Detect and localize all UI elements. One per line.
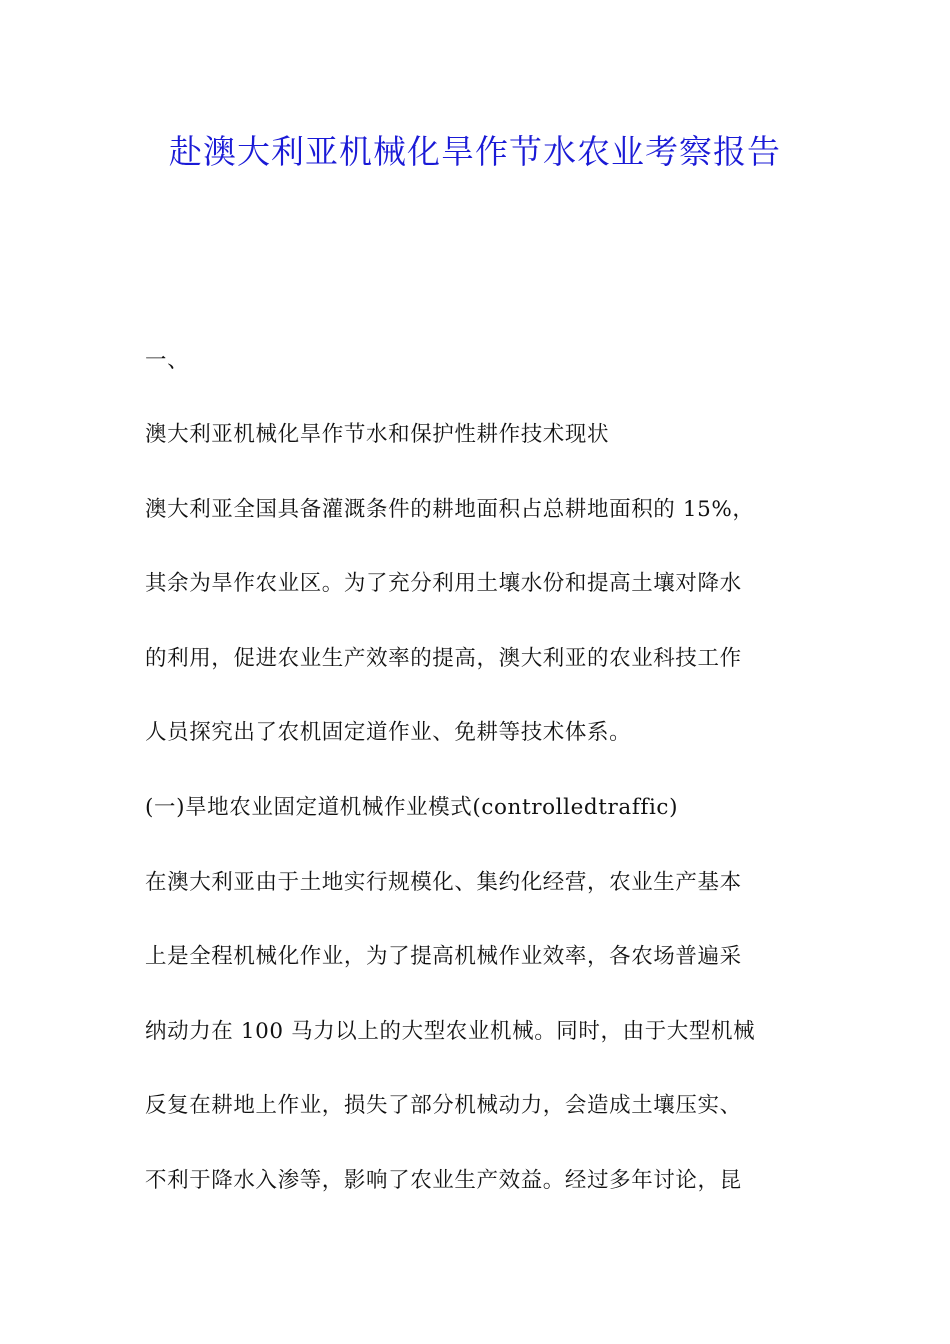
paragraph-line: 不利于降水入渗等，影响了农业生产效益。经过多年讨论，昆 bbox=[145, 1168, 742, 1193]
paragraph-line: 澳大利亚全国具备灌溉条件的耕地面积占总耕地面积的 15%， bbox=[145, 497, 755, 522]
section-heading: 澳大利亚机械化旱作节水和保护性耕作技术现状 bbox=[145, 422, 610, 447]
subsection-heading: (一)旱地农业固定道机械作业模式(controlledtraffic) bbox=[145, 795, 679, 820]
paragraph-line: 上是全程机械化作业，为了提高机械作业效率，各农场普遍采 bbox=[145, 944, 742, 969]
paragraph-line: 纳动力在 100 马力以上的大型农业机械。同时，由于大型机械 bbox=[145, 1019, 756, 1044]
paragraph-line: 人员探究出了农机固定道作业、免耕等技术体系。 bbox=[145, 720, 632, 745]
section-number: 一、 bbox=[145, 348, 190, 373]
paragraph-line: 反复在耕地上作业，损失了部分机械动力，会造成土壤压实、 bbox=[145, 1093, 742, 1118]
paragraph-line: 在澳大利亚由于土地实行规模化、集约化经营，农业生产基本 bbox=[145, 870, 742, 895]
document-title: 赴澳大利亚机械化旱作节水农业考察报告 bbox=[169, 132, 781, 171]
paragraph-line: 其余为旱作农业区。为了充分利用土壤水份和提高土壤对降水 bbox=[145, 571, 742, 596]
paragraph-line: 的利用，促进农业生产效率的提高，澳大利亚的农业科技工作 bbox=[145, 646, 742, 671]
